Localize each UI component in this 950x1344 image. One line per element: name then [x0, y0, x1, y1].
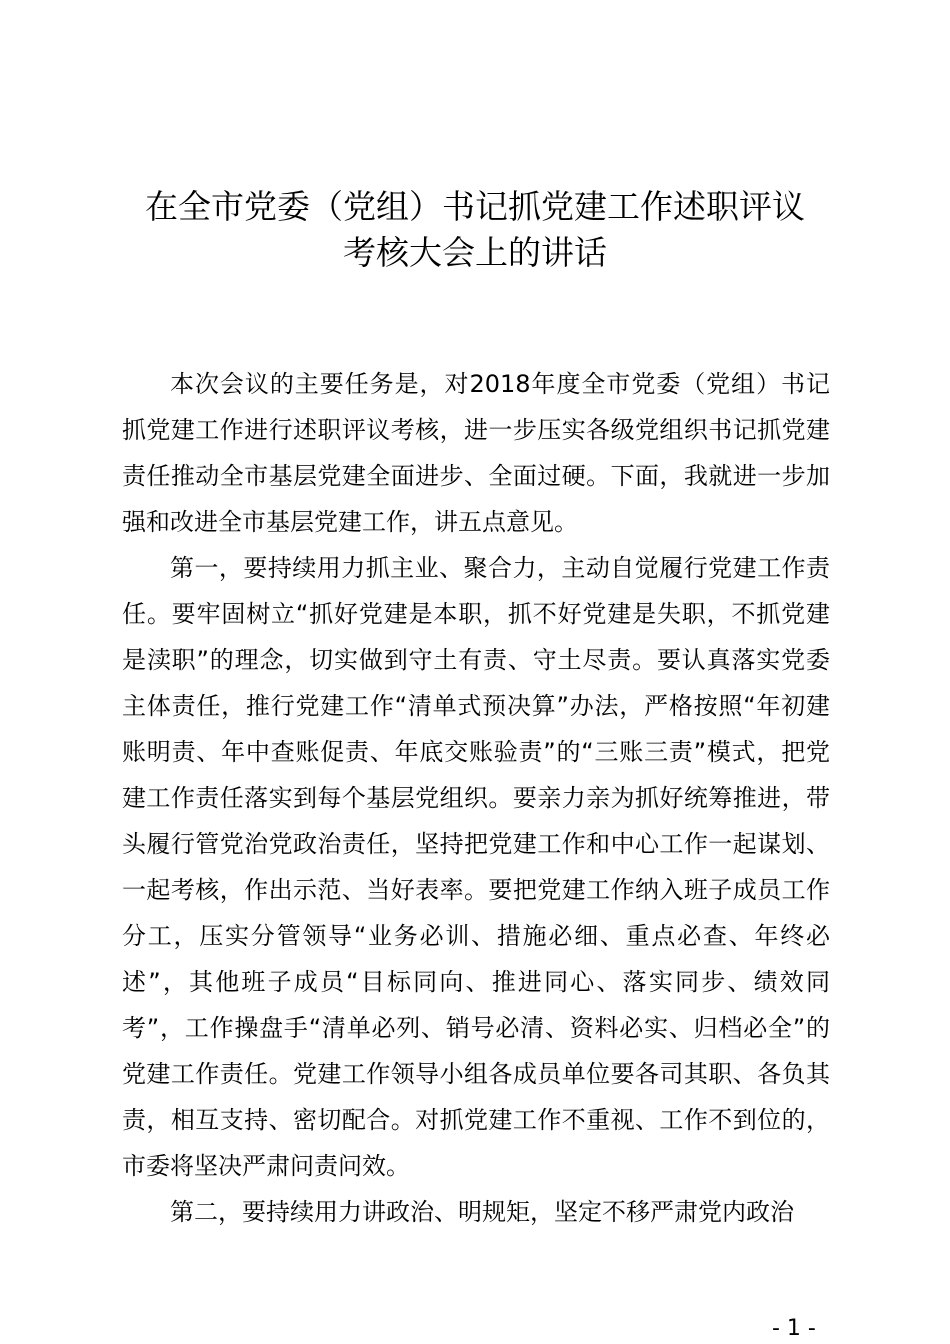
page-number: - 1 - — [772, 1316, 816, 1341]
title-line-1: 在全市党委（党组）书记抓党建工作述职评议 — [145, 187, 805, 226]
document-title — [0, 184, 950, 276]
document-body — [122, 361, 830, 1235]
paragraph-intro: 本次会议的主要任务是，对2018年度全市党委（党组）书记抓党建工作进行述职评议考核，进一步压实各级党组织书记抓党建责任推动全市基层党建全面进步、全面过硬。下面，我就进一步加强和改进全市基层党建工作，讲五点意见。 — [122, 370, 830, 536]
title-line-2: 考核大会上的讲话 — [343, 233, 607, 272]
paragraph-point-one: 第一，要持续用力抓主业、聚合力，主动自觉履行党建工作责任。要牢固树立“抓好党建是本职，抓不好党建是失职，不抓党建是渎职”的理念，切实做到守土有责、守土尽责。要认真落实党委主体责任，推行党建工作“清单式预决算”办法，严格按照“年初建账明责、年中查账促责、年底交账验责”的“三账三责”模式，把党建工作责任落实到每个基层党组织。要亲力亲为抓好统筹推进，带头履行管党治党政治责任，坚持把党建工作和中心工作一起谋划、一起考核，作出示范、当好表率。要把党建工作纳入班子成员工作分工，压实分管领导“业务必训、措施必细、重点必查、年终必述”，其他班子成员“目标同向、推进同心、落实同步、绩效同考”，工作操盘手“清单必列、销号必清、资料必实、归档必全”的党建工作责任。党建工作领导小组各成员单位要各司其职、各负其责，相互支持、密切配合。对抓党建工作不重视、工作不到位的，市委将坚决严肃问责问效。 — [122, 554, 830, 1180]
paragraph-point-two: 第二，要持续用力讲政治、明规矩，坚定不移严肃党内政治 — [170, 1198, 794, 1226]
